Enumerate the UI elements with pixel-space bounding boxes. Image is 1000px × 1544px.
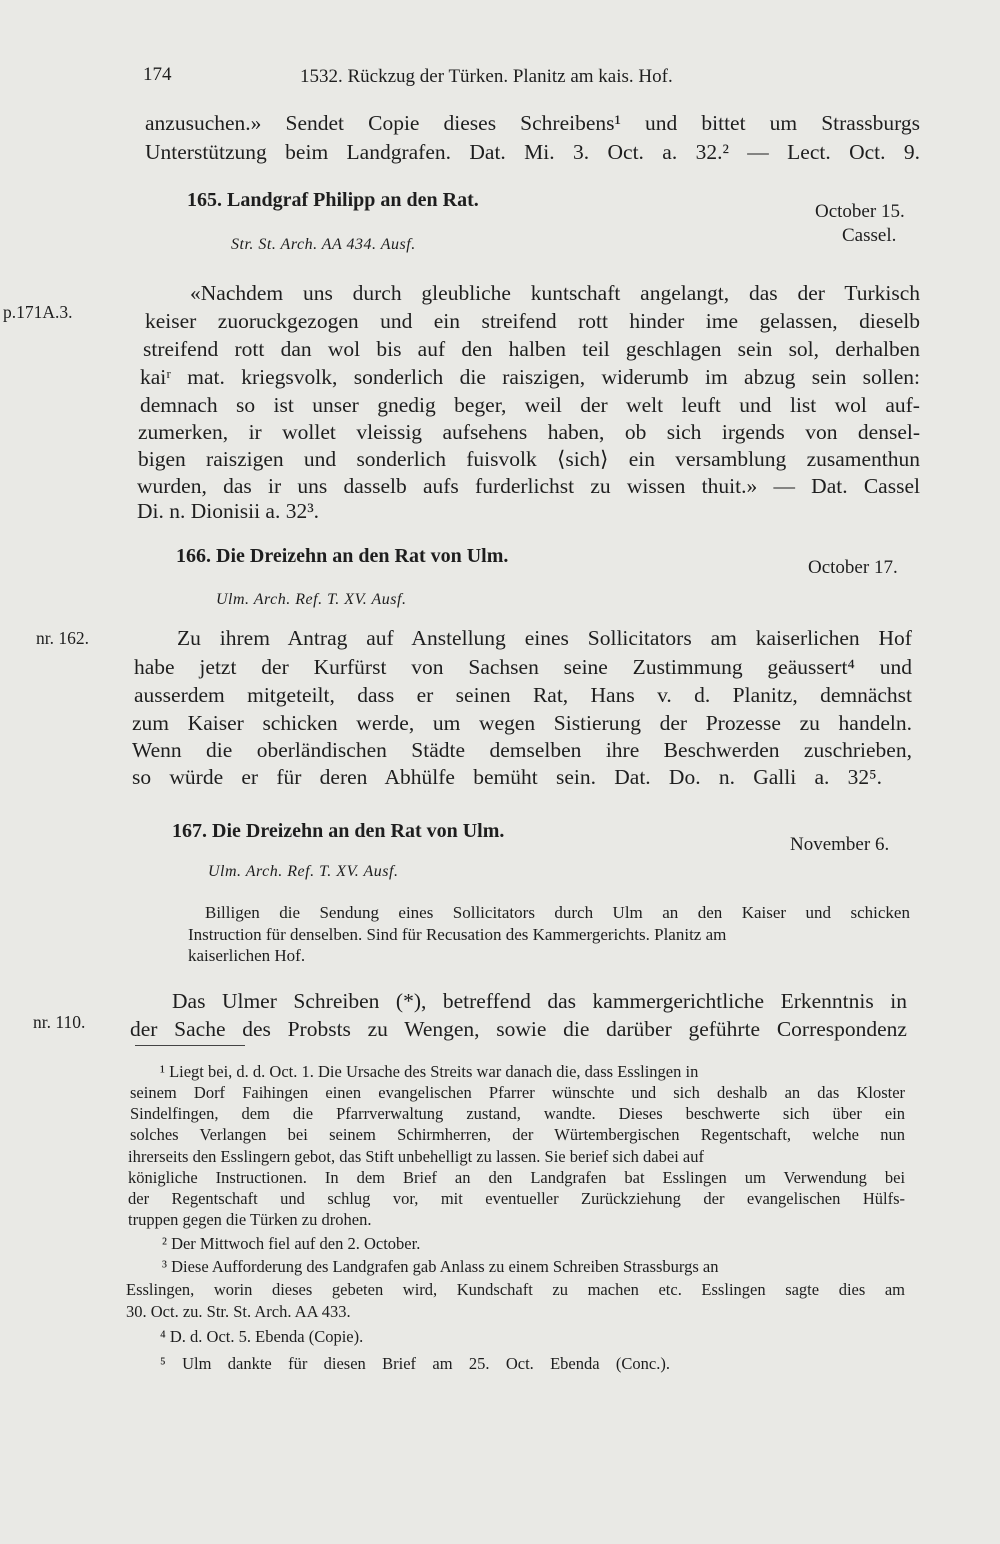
page-number: 174 xyxy=(143,64,172,85)
summary-line: kaiserlichen Hof. xyxy=(188,946,306,965)
regest-line: so würde er für deren Abhülfe bemüht sein. Dat. Do. n. Galli a. 32⁵. xyxy=(132,765,883,789)
running-title: 1532. Rückzug der Türken. Planitz am kais. Hof. xyxy=(300,66,673,87)
footnote-line: ⁵ Ulm dankte für diesen Brief am 25. Oct. Ebenda (Conc.). xyxy=(160,1354,670,1373)
footnote-separator xyxy=(135,1045,245,1046)
document-date-167: November 6. xyxy=(790,834,890,855)
regest-line: ausserdem mitgeteilt, dass er seinen Rat, Hans v. d. Planitz, demnächst xyxy=(134,683,913,707)
archive-source-165: Str. St. Arch. AA 434. Ausf. xyxy=(231,236,416,253)
summary-line: Billigen die Sendung eines Sollicitators durch Ulm an den Kaiser und schicken xyxy=(205,903,910,922)
archive-source-167: Ulm. Arch. Ref. T. XV. Ausf. xyxy=(208,863,399,880)
margin-reference-166: nr. 162. xyxy=(36,628,89,648)
letter-line: Di. n. Dionisii a. 32³. xyxy=(137,499,320,523)
regest-line: Das Ulmer Schreiben (*), betreffend das kammergerichtliche Erkenntnis in xyxy=(172,989,907,1013)
regest-line: Zu ihrem Antrag auf Anstellung eines Sollicitators am kaiserlichen Hof xyxy=(177,626,912,650)
intro-line: Unterstützung beim Landgrafen. Dat. Mi. 3. Oct. a. 32.² — Lect. Oct. 9. xyxy=(145,140,921,164)
regest-line: Wenn die oberländischen Städte demselben ihre Beschwerden zuschrieben, xyxy=(132,738,912,762)
footnote-line: Esslingen, worin dieses gebeten wird, Kundschaft zu machen etc. Esslingen sagte dies am xyxy=(126,1280,906,1299)
footnote-line: königliche Instructionen. In dem Brief an den Landgrafen bat Esslingen um Verwendung bei xyxy=(128,1168,906,1187)
archive-source-166: Ulm. Arch. Ref. T. XV. Ausf. xyxy=(216,591,407,608)
letter-line: keiser zuoruckgezogen und ein streifend rott hinder ime gelassen, dieselb xyxy=(145,309,920,333)
document-title-167: 167. Die Dreizehn an den Rat von Ulm. xyxy=(172,820,505,842)
letter-line: zumerken, ir wollet vleissig aufsehens haben, ob sich irgends von densel- xyxy=(138,420,921,444)
footnote-line: ³ Diese Aufforderung des Landgrafen gab Anlass zu einem Schreiben Strassburgs an xyxy=(162,1257,719,1276)
footnote-line: truppen gegen die Türken zu drohen. xyxy=(128,1210,372,1229)
footnote-line: 30. Oct. zu. Str. St. Arch. AA 433. xyxy=(126,1302,351,1321)
letter-line: streifend rott dan wol bis auf den halben teil geschlagen sein sol, derhalben xyxy=(143,337,921,361)
margin-reference-165: p.171A.3. xyxy=(3,302,73,322)
letter-line: bigen raiszigen und sonderlich fuisvolk ⟨sich⟩ ein versamblung zusamenthun xyxy=(138,447,921,471)
margin-reference-167: nr. 110. xyxy=(33,1012,86,1032)
regest-line: der Sache des Probsts zu Wengen, sowie die darüber geführte Correspondenz xyxy=(130,1017,907,1041)
letter-line: kaiʳ mat. kriegsvolk, sonderlich die raiszigen, widerumb im abzug sein sollen: xyxy=(140,365,921,389)
document-title-165: 165. Landgraf Philipp an den Rat. xyxy=(187,189,479,211)
summary-line: Instruction für denselben. Sind für Recusation des Kammergerichts. Planitz am xyxy=(188,925,727,944)
document-place-165: Cassel. xyxy=(842,225,897,246)
footnote-line: solches Verlangen bei seinem Schirmherren, der Würtembergischen Regentschaft, welche nun xyxy=(130,1125,906,1144)
document-date-166: October 17. xyxy=(808,557,898,578)
regest-line: zum Kaiser schicken werde, um wegen Sistierung der Prozesse zu handeln. xyxy=(132,711,912,735)
document-date-165: October 15. xyxy=(815,201,905,222)
regest-line: habe jetzt der Kurfürst von Sachsen seine Zustimmung geäussert⁴ und xyxy=(134,655,913,679)
footnote-line: ihrerseits den Esslingern gebot, das Stift unbehelligt zu lassen. Sie berief sich dabei auf xyxy=(128,1147,704,1166)
footnote-line: ¹ Liegt bei, d. d. Oct. 1. Die Ursache des Streits war danach die, dass Esslingen in xyxy=(160,1062,699,1081)
intro-line: anzusuchen.» Sendet Copie dieses Schreibens¹ und bittet um Strassburgs xyxy=(145,111,920,135)
letter-line: wurden, das ir uns dasselb aufs furderlichst zu wissen thuit.» — Dat. Cassel xyxy=(137,474,920,498)
letter-line: demnach so ist unser gnedig beger, weil der welt leuft und list wol auf- xyxy=(140,393,920,417)
footnote-line: ⁴ D. d. Oct. 5. Ebenda (Copie). xyxy=(160,1327,364,1346)
letter-line: «Nachdem uns durch gleubliche kuntschaft angelangt, das der Turkisch xyxy=(190,281,920,305)
document-title-166: 166. Die Dreizehn an den Rat von Ulm. xyxy=(176,545,509,567)
footnote-line: seinem Dorf Faihingen einen evangelischen Pfarrer wünschte und sich deshalb an das Kloster xyxy=(130,1083,906,1102)
footnote-line: der Regentschaft und schlug vor, mit eventueller Zurückziehung der evangelischen Hülfs- xyxy=(128,1189,905,1208)
footnote-line: Sindelfingen, dem die Pfarrverwaltung zustand, wandte. Dieses beschwerte sich über ein xyxy=(130,1104,906,1123)
footnote-line: ² Der Mittwoch fiel auf den 2. October. xyxy=(162,1234,421,1253)
